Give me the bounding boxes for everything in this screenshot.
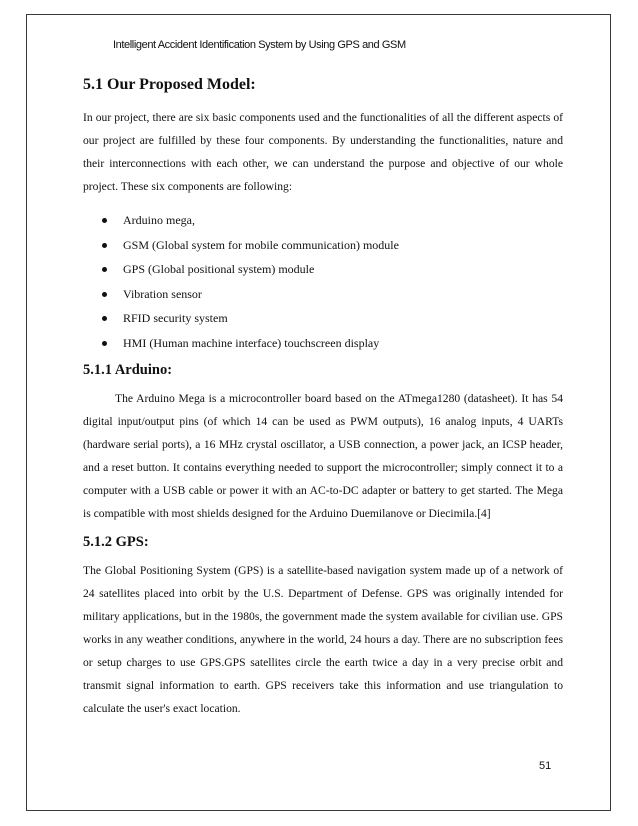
list-item: Vibration sensor (83, 282, 563, 307)
list-item: HMI (Human machine interface) touchscreen display (83, 331, 563, 356)
bullet-icon (102, 292, 107, 297)
bullet-icon (102, 267, 107, 272)
section-title-gps: 5.1.2 GPS: (83, 534, 149, 550)
page-content (83, 62, 563, 720)
list-item: Arduino mega, (83, 208, 563, 233)
list-item: GPS (Global positional system) module (83, 257, 563, 282)
bullet-icon (102, 218, 107, 223)
bullet-icon (102, 341, 107, 346)
arduino-paragraph: The Arduino Mega is a microcontroller board based on the ATmega1280 (datasheet). It has 54 digital input/output pins (of which 14 can be used as PWM outputs), 16 analog inputs, 4 UARTs (hardware serial ports), a 16 MHz crystal oscillator, a USB connection, a power jack, an ICSP header, and a reset button. It contains everything needed to support the microcontroller; simply connect it to a computer with a USB cable or power it with an AC-to-DC adapter or battery to get started. The Mega is compatible with most shields designed for the Arduino Duemilanove or Diecimila.[4] (83, 392, 563, 520)
list-item: RFID security system (83, 306, 563, 331)
component-list (83, 208, 563, 355)
bullet-icon (102, 316, 107, 321)
gps-paragraph: The Global Positioning System (GPS) is a satellite-based navigation system made up of a network of 24 satellites placed into orbit by the U.S. Department of Defense. GPS was originally intended for military applications, but in the 1980s, the government made the system available for civilian use. GPS works in any weather conditions, anywhere in the world, 24 hours a day. There are no subscription fees or setup charges to use GPS.GPS satellites circle the earth twice a day in a very precise orbit and transmit signal information to earth. GPS receivers take this information and use triangulation to calculate the user's exact location. (83, 564, 563, 715)
list-item: GSM (Global system for mobile communication) module (83, 233, 563, 258)
section-title-proposed-model: 5.1 Our Proposed Model: (83, 76, 256, 93)
proposed-model-paragraph: In our project, there are six basic components used and the functionalities of all the different aspects of our project are fulfilled by these four components. By understanding the functionalities, nature and their interconnections with each other, we can understand the purpose and objective of our whole project. These six components are following: (83, 111, 563, 193)
running-header: Intelligent Accident Identification System by Using GPS and GSM (113, 39, 406, 51)
section-title-arduino: 5.1.1 Arduino: (83, 362, 173, 378)
bullet-icon (102, 243, 107, 248)
page-number: 51 (539, 760, 552, 772)
